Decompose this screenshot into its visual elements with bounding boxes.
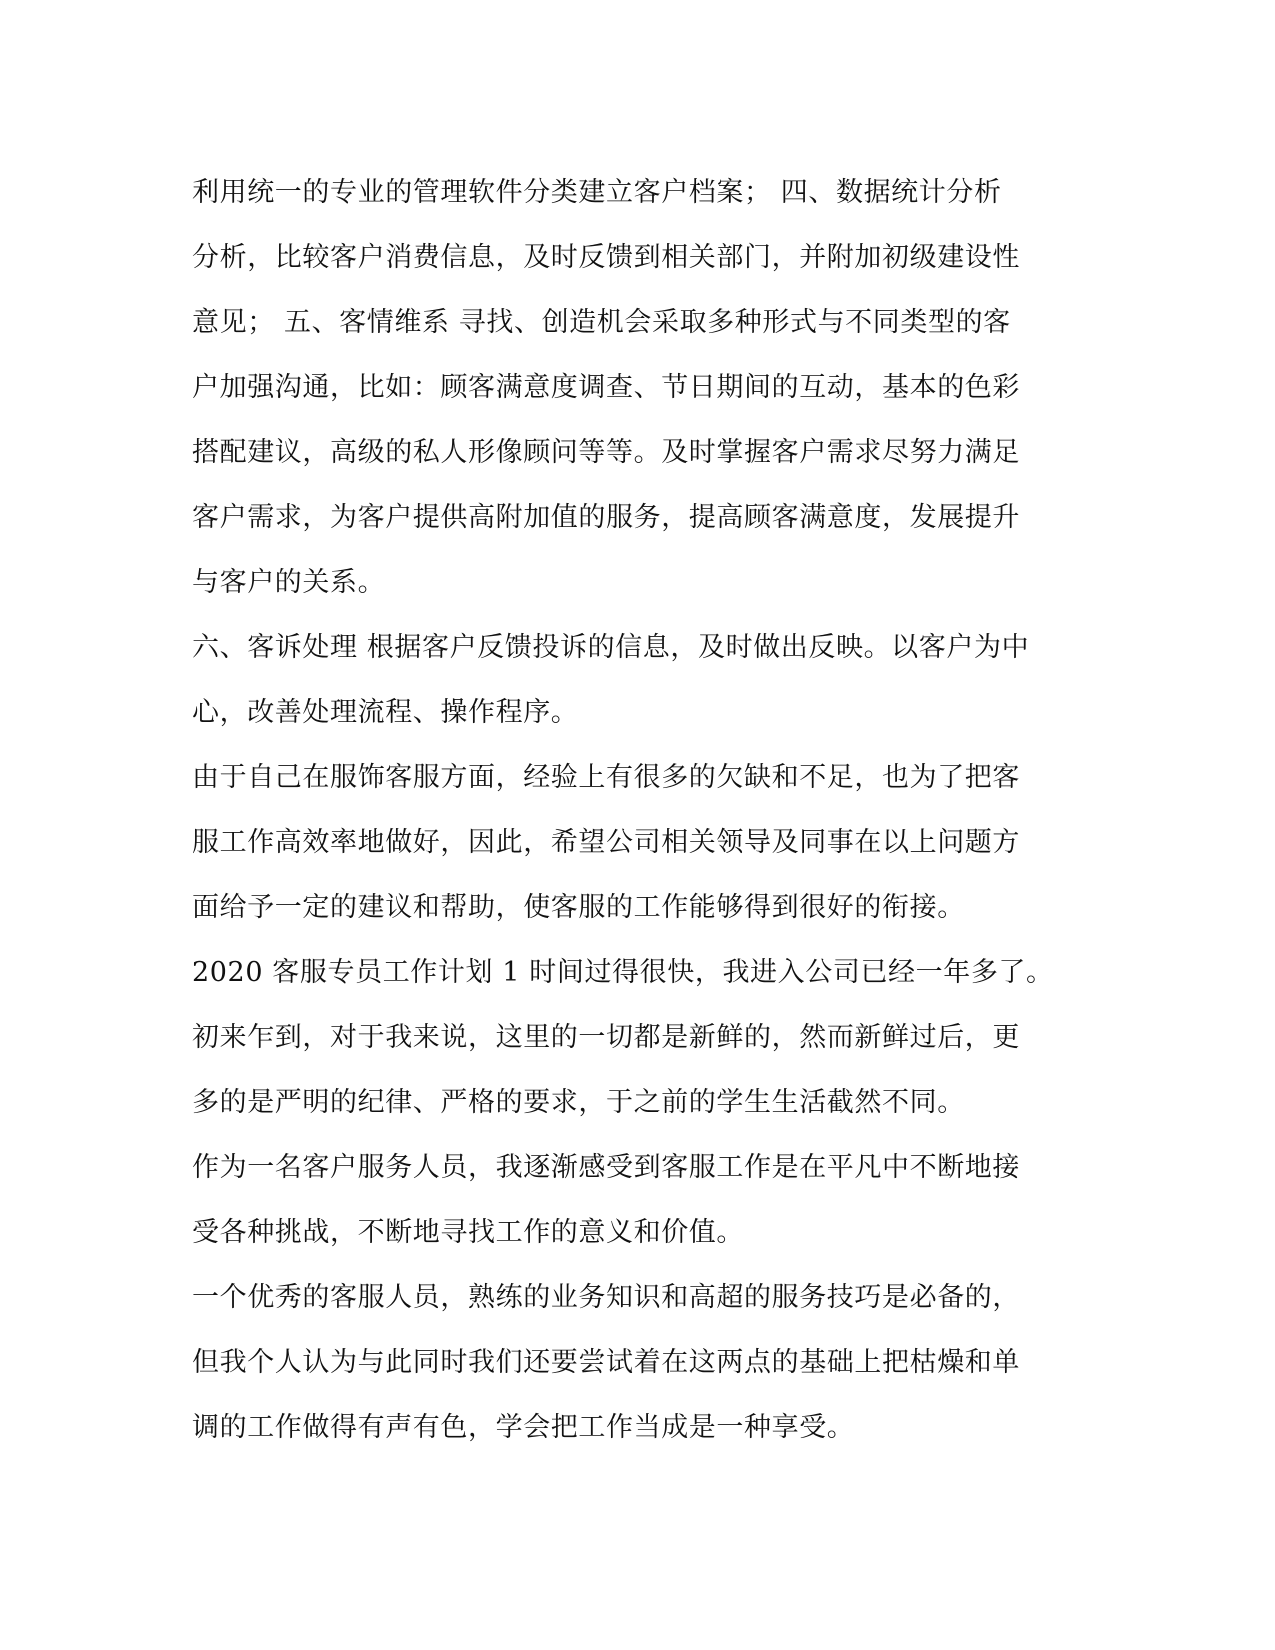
text-line: 分析，比较客户消费信息，及时反馈到相关部门，并附加初级建设性 [192, 242, 1020, 273]
text-line: 但我个人认为与此同时我们还要尝试着在这两点的基础上把枯燥和单 [192, 1347, 1020, 1378]
text-line: 多的是严明的纪律、严格的要求，于之前的学生生活截然不同。 [192, 1087, 965, 1118]
document-body [192, 160, 1092, 1460]
text-line: 六、客诉处理 根据客户反馈投诉的信息，及时做出反映。以客户为中 [192, 632, 1030, 663]
text-line: 作为一名客户服务人员，我逐渐感受到客服工作是在平凡中不断地接 [192, 1152, 1020, 1183]
text-line: 2020 客服专员工作计划 1 时间过得很快，我进入公司已经一年多了。 [192, 957, 1054, 988]
text-line: 户加强沟通，比如：顾客满意度调查、节日期间的互动，基本的色彩 [192, 372, 1020, 403]
text-line: 意见； 五、客情维系 寻找、创造机会采取多种形式与不同类型的客 [192, 307, 1011, 338]
text-line: 客户需求，为客户提供高附加值的服务，提高顾客满意度，发展提升 [192, 502, 1020, 533]
text-line: 利用统一的专业的管理软件分类建立客户档案； 四、数据统计分析 [192, 177, 1002, 208]
text-line: 服工作高效率地做好，因此，希望公司相关领导及同事在以上问题方 [192, 827, 1020, 858]
text-line: 与客户的关系。 [192, 567, 386, 598]
text-line: 由于自己在服饰客服方面，经验上有很多的欠缺和不足，也为了把客 [192, 762, 1020, 793]
text-line: 心，改善处理流程、操作程序。 [192, 697, 579, 728]
text-line: 调的工作做得有声有色，学会把工作当成是一种享受。 [192, 1412, 855, 1443]
text-line: 面给予一定的建议和帮助，使客服的工作能够得到很好的衔接。 [192, 892, 965, 923]
text-line: 搭配建议，高级的私人形像顾问等等。及时掌握客户需求尽努力满足 [192, 437, 1020, 468]
text-line: 受各种挑战，不断地寻找工作的意义和价值。 [192, 1217, 744, 1248]
text-line: 初来乍到，对于我来说，这里的一切都是新鲜的，然而新鲜过后，更 [192, 1022, 1020, 1053]
text-line: 一个优秀的客服人员，熟练的业务知识和高超的服务技巧是必备的， [192, 1282, 1020, 1313]
